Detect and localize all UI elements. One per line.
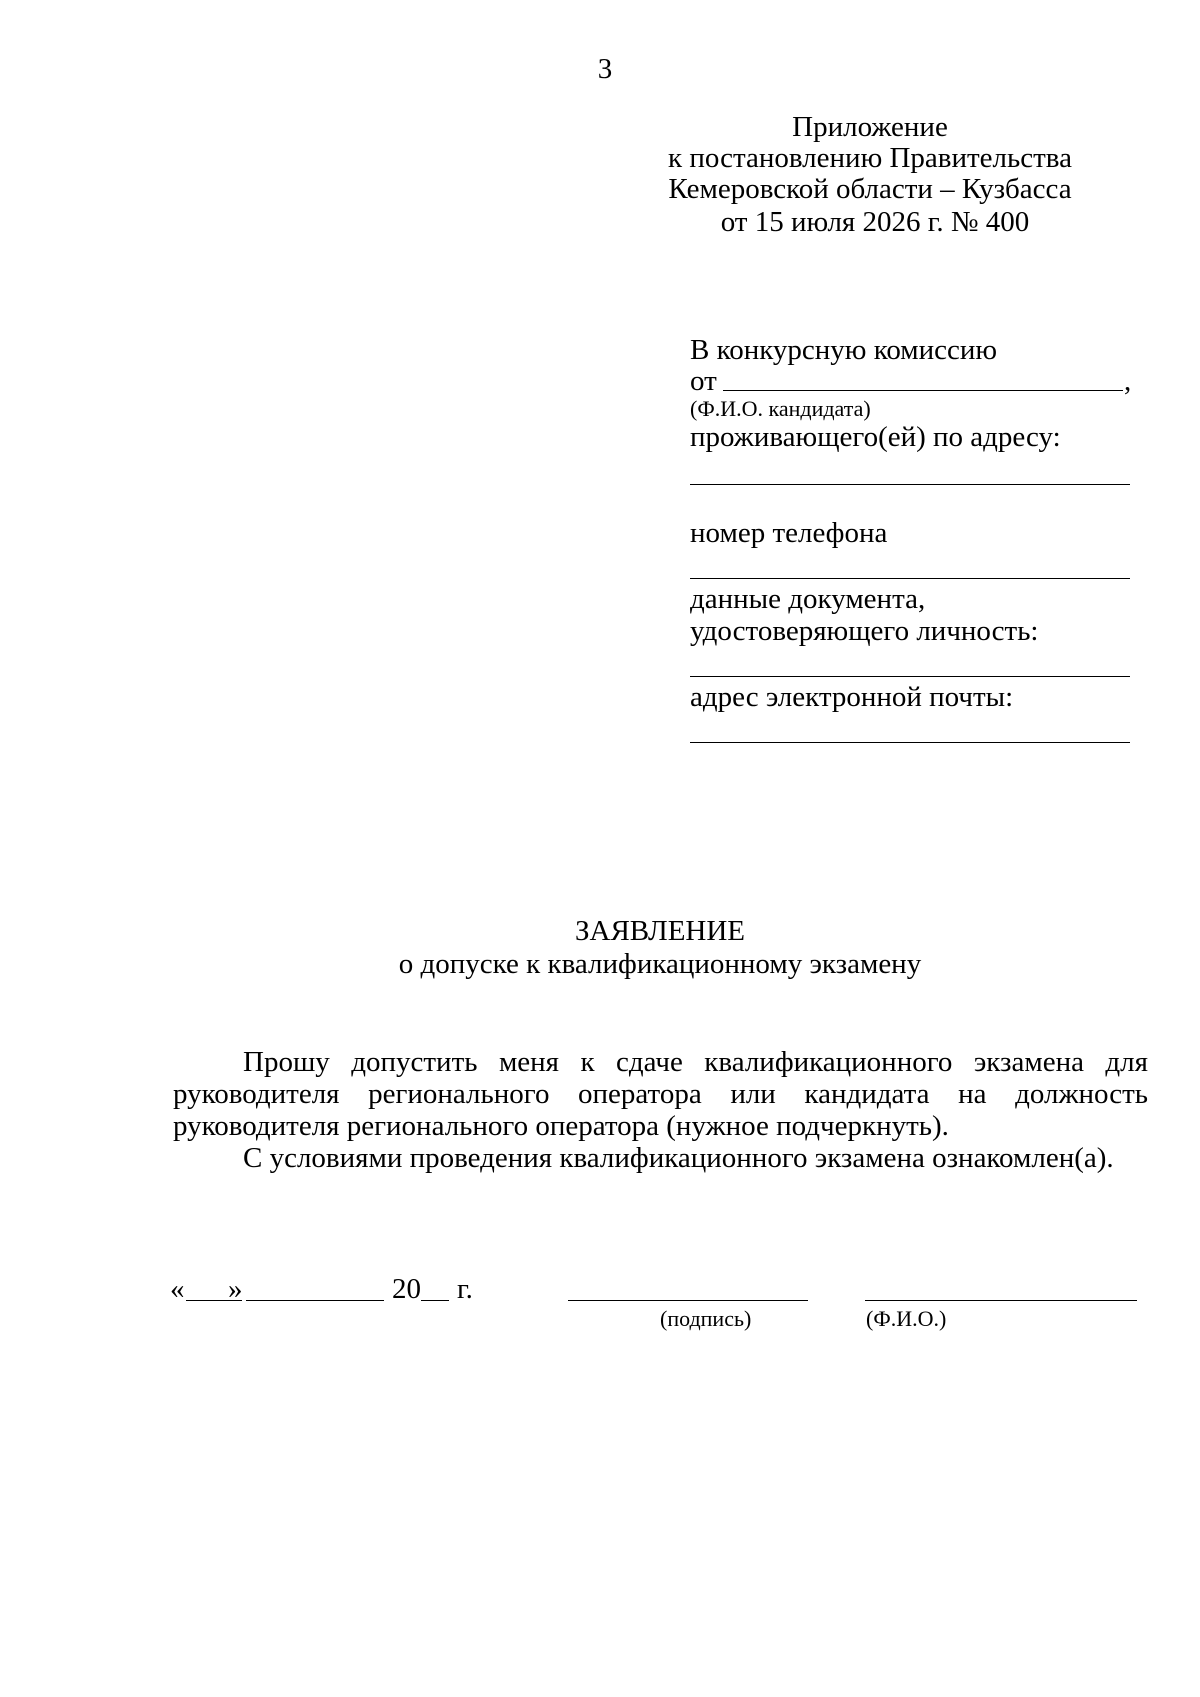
signature-line (568, 1300, 808, 1301)
appendix-date-number: от 15 июля 2026 г. № 400 (720, 206, 1030, 238)
email-line (690, 742, 1130, 743)
body-paragraph-1-line-3: руководителя регионального оператора (нужное подчеркнуть). (173, 1110, 949, 1142)
addressee-commission: В конкурсную комиссию (690, 334, 998, 366)
appendix-title: Приложение (792, 111, 948, 143)
document-subtitle: о допуске к квалификационному экзамену (398, 948, 922, 980)
phone-line (690, 578, 1130, 579)
page-number: 3 (597, 53, 613, 85)
date-quote-open: « (170, 1273, 185, 1305)
fio-line (723, 390, 1123, 391)
id-document-label-1: данные документа, (690, 583, 926, 615)
date-year-prefix: 20 (392, 1273, 421, 1305)
date-year-suffix: г. (457, 1273, 473, 1305)
fio-signature-line (865, 1300, 1137, 1301)
body-paragraph-1-line-1: Прошу допустить меня к сдаче квалификационного экзамена для (243, 1046, 1148, 1078)
fio-hint: (Ф.И.О. кандидата) (690, 396, 871, 421)
phone-label: номер телефона (690, 517, 888, 549)
appendix-resolution-line: к постановлению Правительства (668, 142, 1072, 174)
body-paragraph-2: С условиями проведения квалификационного экзамена ознакомлен(а). (243, 1142, 1114, 1174)
email-label: адрес электронной почты: (690, 681, 1014, 713)
id-document-line (690, 676, 1130, 677)
signature-hint: (подпись) (660, 1306, 752, 1331)
date-quote-close: » (228, 1273, 243, 1305)
from-label: от (690, 365, 717, 397)
date-year-line (421, 1300, 449, 1301)
address-line (690, 484, 1130, 485)
id-document-label-2: удостоверяющего личность: (690, 615, 1039, 647)
body-paragraph-1-line-2: руководителя регионального оператора или кандидата на должность (173, 1078, 1148, 1110)
document-title: ЗАЯВЛЕНИЕ (574, 915, 746, 947)
residing-label: проживающего(ей) по адресу: (690, 421, 1061, 453)
fio-signature-hint: (Ф.И.О.) (866, 1306, 947, 1331)
from-trailing-comma: , (1124, 365, 1132, 397)
appendix-region-line: Кемеровской области – Кузбасса (668, 173, 1072, 205)
date-month-line (246, 1300, 384, 1301)
